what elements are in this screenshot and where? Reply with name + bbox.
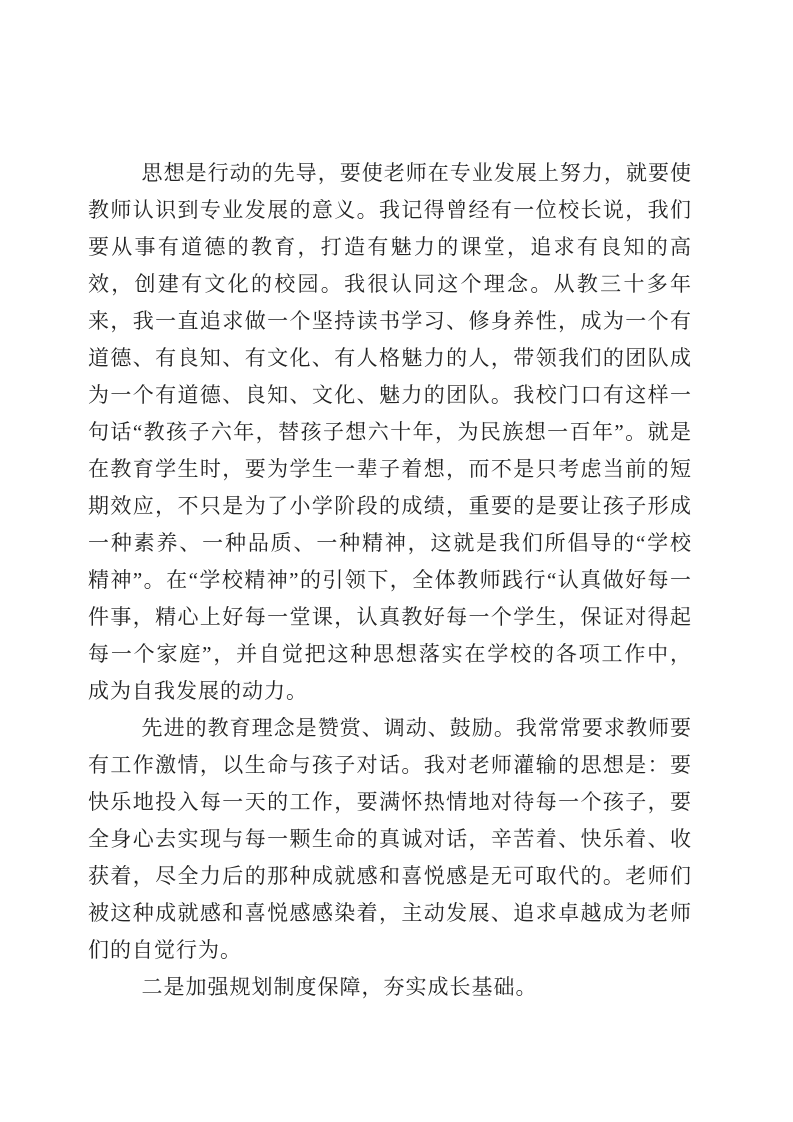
paragraph-section-heading-planning: 二是加强规划制度保障，夯实成长基础。 xyxy=(141,975,538,999)
paragraph-teacher-development-ideology: 思想是行动的先导，要使老师在专业发展上努力，就要使教师认识到专业发展的意义。我记得曾经有一位校长说，我们要从事有道德的教育，打造有魅力的课堂，追求有良知的高效，创建有文化的校园。我很认同这个理念。从教三十多年来，我一直追求做一个坚持读书学习、修身养性，成为一个有道德、有良知、有文化、有人格魅力的人，带领我们的团队成为一个有道德、良知、文化、魅力的团队。我校门口有这样一句话“教孩子六年，替孩子想六十年，为民族想一百年”。就是在教育学生时，要为学生一辈子着想，而不是只考虑当前的短期效应，不只是为了小学阶段的成绩，重要的是要让孩子形成一种素养、一种品质、一种精神，这就是我们所倡导的“学校精神”。在“学校精神”的引领下，全体教师践行“认真做好每一件事，精心上好每一堂课，认真教好每一个学生，保证对得起每一个家庭”，并自觉把这种思想落实在学校的各项工作中，成为自我发展的动力。 xyxy=(88,161,692,703)
document-body xyxy=(88,155,692,1006)
paragraph-education-philosophy: 先进的教育理念是赞赏、调动、鼓励。我常常要求教师要有工作激情，以生命与孩子对话。我对老师灌输的思想是：要快乐地投入每一天的工作，要满怀热情地对待每一个孩子，要全身心去实现与每一颗生命的真诚对话，辛苦着、快乐着、收获着，尽全力后的那种成就感和喜悦感是无可取代的。老师们被这种成就感和喜悦感感染着，主动发展、追求卓越成为老师们的自觉行为。 xyxy=(88,716,692,962)
